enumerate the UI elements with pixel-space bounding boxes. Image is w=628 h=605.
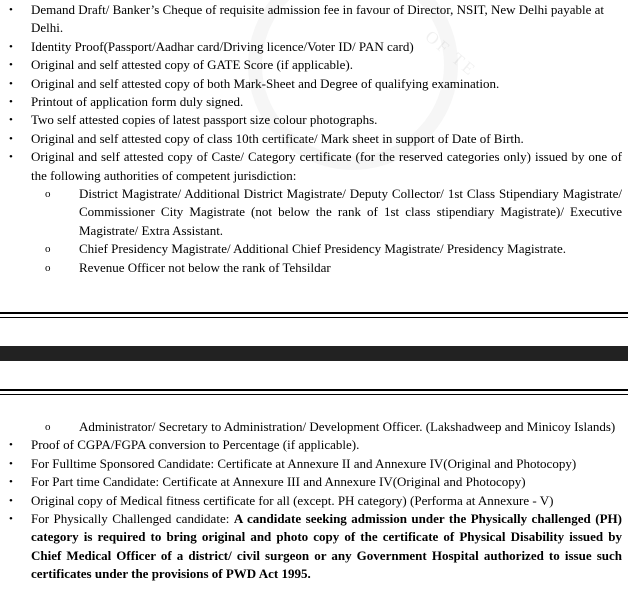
- list-item: • Demand Draft/ Banker’s Cheque of requisite admission fee in favour of Director, NSIT, New Delhi payable at Delhi.: [9, 2, 604, 36]
- bullet-icon: •: [9, 457, 13, 470]
- bullet-icon: •: [9, 476, 13, 489]
- top-document-list: [0, 1, 628, 277]
- list-item: • Original and self attested copy of Caste/ Category certificate (for the reserved categories only) issued by one of the following authorities of competent jurisdiction:: [9, 149, 622, 183]
- list-item: • For Fulltime Sponsored Candidate: Certificate at Annexure II and Annexure IV(Original and Photocopy): [0, 455, 628, 473]
- list-item: • Original and self attested copy of GATE Score (if applicable).: [0, 56, 628, 74]
- page-break-rule: [0, 317, 628, 318]
- list-item: • Printout of application form duly signed.: [0, 93, 628, 111]
- sub-list-item: o Administrator/ Secretary to Administration/ Development Officer. (Lakshadweep and Minicoy Islands): [0, 418, 628, 436]
- list-item: • Two self attested copies of latest passport size colour photographs.: [0, 111, 628, 129]
- bullet-icon: •: [9, 59, 13, 72]
- bullet-icon: •: [9, 77, 13, 90]
- sub-bullet-icon: o: [45, 188, 51, 201]
- list-item: • For Part time Candidate: Certificate at Annexure III and Annexure IV(Original and Photocopy): [0, 473, 628, 491]
- bullet-icon: •: [9, 132, 13, 145]
- bullet-icon: •: [9, 513, 13, 526]
- bullet-icon: •: [9, 96, 13, 109]
- sub-bullet-icon: o: [45, 261, 51, 274]
- bullet-icon: •: [9, 4, 13, 16]
- sub-bullet-icon: o: [45, 421, 51, 433]
- bullet-icon: •: [9, 439, 13, 452]
- sub-list-item: o Revenue Officer not below the rank of Tehsildar: [0, 259, 628, 277]
- bullet-icon: •: [9, 494, 13, 507]
- ph-label: For Physically Challenged candidate:: [31, 511, 234, 527]
- list-item: • Identity Proof(Passport/Aadhar card/Driving licence/Voter ID/ PAN card): [0, 38, 628, 56]
- watermark-text: OF TE: [421, 26, 481, 81]
- page-break-rule: [0, 312, 628, 314]
- page-gap-band: [0, 346, 628, 361]
- sub-bullet-icon: o: [45, 243, 51, 256]
- list-item: • Original and self attested copy of both Mark-Sheet and Degree of qualifying examination.: [0, 75, 628, 93]
- list-item: • Proof of CGPA/FGPA conversion to Percentage (if applicable).: [0, 436, 628, 454]
- ph-list-item: [0, 510, 628, 584]
- list-item: • Original and self attested copy of class 10th certificate/ Mark sheet in support of Date of Birth.: [0, 130, 628, 148]
- bullet-icon: •: [9, 151, 13, 164]
- sub-list-item: o Chief Presidency Magistrate/ Additional Chief Presidency Magistrate/ Presidency Magistrate.: [0, 240, 628, 258]
- bullet-icon: •: [9, 40, 13, 53]
- list-item: • Original copy of Medical fitness certificate for all (except. PH category) (Performa at Annexure - V): [0, 492, 628, 510]
- bullet-icon: •: [9, 114, 13, 127]
- page-break-rule: [0, 394, 628, 395]
- bottom-document-list: [0, 418, 628, 584]
- page-break-rule: [0, 389, 628, 391]
- sub-list-item: o District Magistrate/ Additional District Magistrate/ Deputy Collector/ 1st Class Stipendiary Magistrate/ Commissioner City Magistrate (not below the rank of 1st class stipendiary Magistrate)/ Executive Magistrate/ Extra Assistant.: [45, 186, 622, 238]
- ph-requirement-text: A candidate seeking admission under the Physically challenged (PH) category is required to bring original and photo copy of the certificate of Physical Disability issued by Chief Medical Officer of a district/ civil surgeon or any Government Hospital authorized to issue such certificates under the provisions of PWD Act 1995.: [31, 511, 622, 582]
